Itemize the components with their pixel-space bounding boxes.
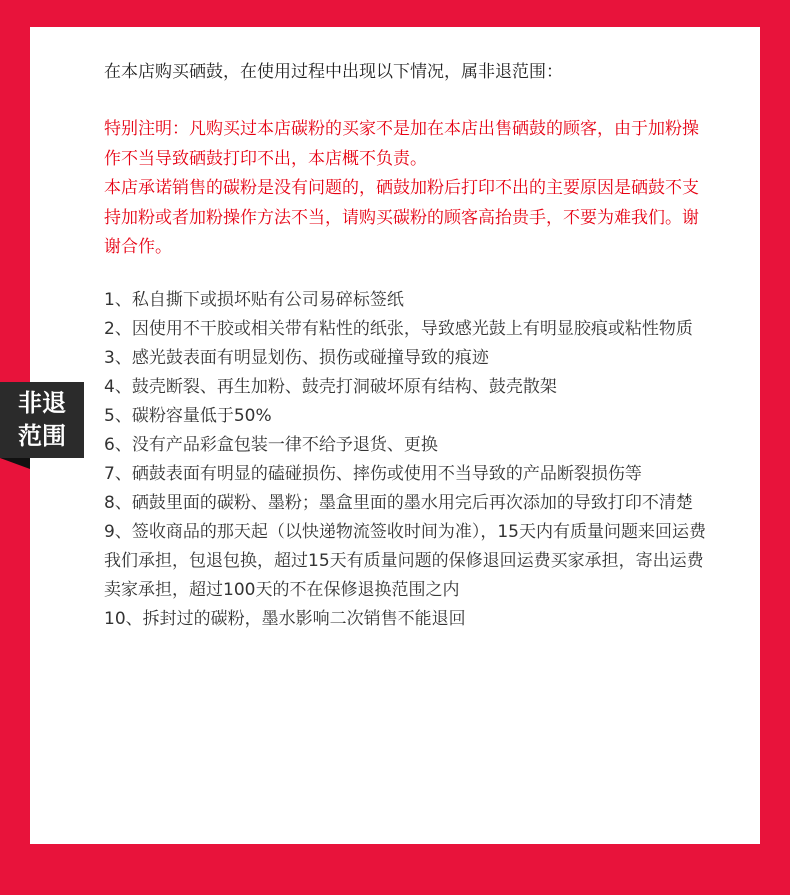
notice-paragraph: 本店承诺销售的碳粉是没有问题的，硒鼓加粉后打印不出的主要原因是硒鼓不支持加粉或者加粉操作方法不当，请购买碳粉的顾客高抬贵手，不要为难我们。谢谢合作。 [104, 178, 699, 257]
tag-fold-shadow [0, 458, 30, 469]
tag-line-1: 非退 [18, 389, 66, 417]
list-item: 9、签收商品的那天起（以快递物流签收时间为准），15天内有质量问题来回运费我们承担，包退包换，超过15天有质量问题的保修退回运费买家承担，寄出运费卖家承担，超过100天的不在保修退换范围之内 [104, 522, 706, 600]
tag-line-2: 范围 [18, 422, 66, 450]
list-item: 5、碳粉容量低于50% [104, 406, 272, 426]
intro-text: 在本店购买硒鼓，在使用过程中出现以下情况，属非退范围： [104, 62, 563, 82]
list-item: 7、硒鼓表面有明显的磕碰损伤、摔伤或使用不当导致的产品断裂损伤等 [104, 464, 642, 484]
non-return-list [104, 286, 716, 634]
list-item: 2、因使用不干胶或相关带有粘性的纸张，导致感光鼓上有明显胶痕或粘性物质 [104, 319, 693, 339]
list-item: 6、没有产品彩盒包装一律不给予退货、更换 [104, 435, 438, 455]
list-item: 4、鼓壳断裂、再生加粉、鼓壳打洞破坏原有结构、鼓壳散架 [104, 377, 557, 397]
non-return-tag [0, 382, 84, 458]
content-panel [30, 27, 760, 844]
list-item: 8、硒鼓里面的碳粉、墨粉；墨盒里面的墨水用完后再次添加的导致打印不清楚 [104, 493, 693, 513]
list-item: 1、私自撕下或损坏贴有公司易碎标签纸 [104, 290, 404, 310]
notice-paragraph: 特别注明：凡购买过本店碳粉的买家不是加在本店出售硒鼓的顾客，由于加粉操作不当导致硒鼓打印不出，本店概不负责。 [104, 119, 699, 169]
special-notice [104, 115, 704, 263]
list-item: 3、感光鼓表面有明显划伤、损伤或碰撞导致的痕迹 [104, 348, 489, 368]
list-item: 10、拆封过的碳粉，墨水影响二次销售不能退回 [104, 609, 466, 629]
